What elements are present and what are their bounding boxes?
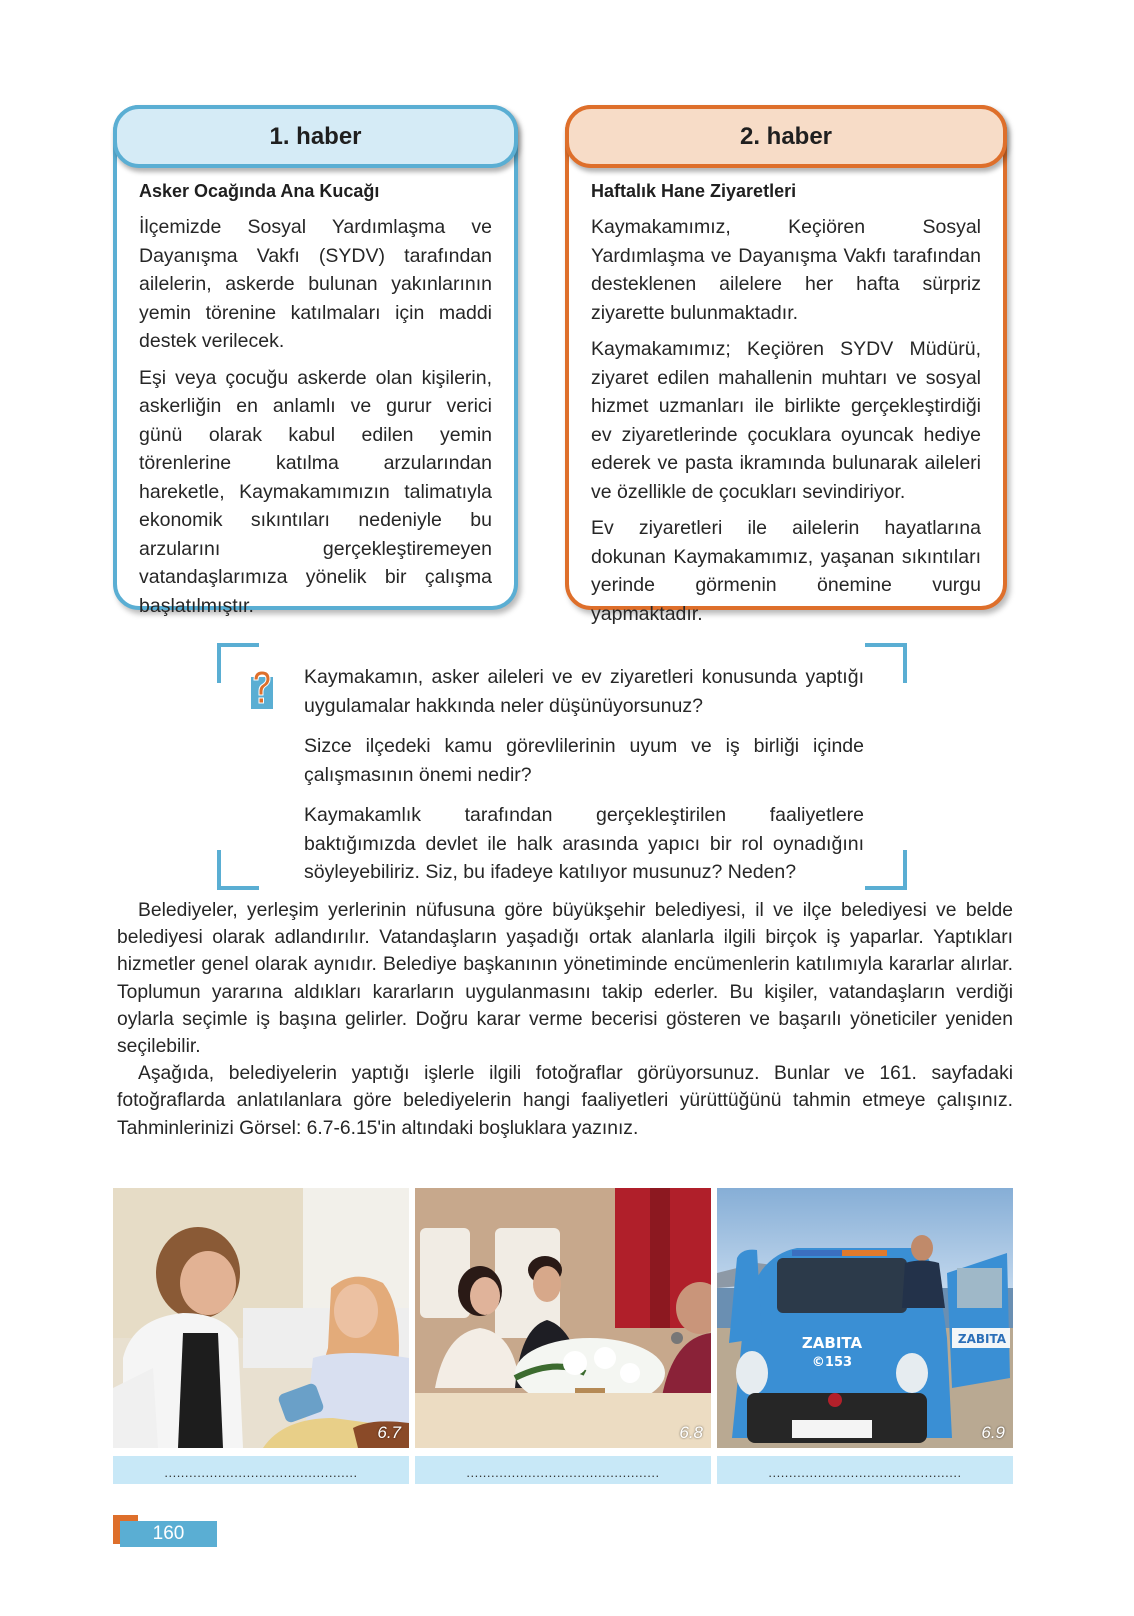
news-box-1	[113, 105, 518, 617]
photo-number: 6.9	[981, 1423, 1005, 1442]
page-number: 160	[120, 1521, 217, 1547]
news-2-paragraph: Kaymakamımız, Keçiören Sosyal Yardımlaşma ve Dayanışma Vakfı tarafından desteklenen ailelere her hafta sürpriz ziyarette bulunmaktadır.	[591, 216, 981, 324]
photo-card	[113, 1188, 409, 1484]
question-mark-icon	[251, 669, 273, 709]
svg-text:©153: ©153	[811, 1355, 853, 1370]
photo-card	[415, 1188, 711, 1484]
question-item: Kaymakamın, asker aileleri ve ev ziyaretleri konusunda yaptığı uygulamalar hakkında neler düşünüyorsunuz?	[304, 666, 864, 717]
question-list	[304, 663, 864, 899]
news-1-paragraph: İlçemizde Sosyal Yardımlaşma ve Dayanışma Vakfı (SYDV) tarafından ailelerin, askerde bulunan yakınlarının yemin törenine katılmaları için maddi destek verilecek.	[139, 216, 492, 352]
news-2-header: 2. haber	[565, 105, 1007, 168]
photo-number: 6.7	[377, 1423, 401, 1442]
frame-corner	[865, 643, 907, 683]
news-1-paragraph: Eşi veya çocuğu askerde olan kişilerin, askerliğin en anlamlı ve gurur verici günü olarak kabul edilen yemin törenlerine katılma arzularından hareketle, Kaymakamımızın talimatıyla ekonomik sıkıntıları nedeniyle bu arzularını gerçekleştiremeyen vatandaşlarımıza yönelik bir çalışma başlatılmıştır.	[139, 366, 492, 617]
frame-corner	[217, 850, 259, 890]
svg-text:ZABITA: ZABITA	[801, 1334, 863, 1352]
news-box-2	[565, 105, 1007, 625]
news-1-body	[139, 181, 492, 628]
discussion-questions	[217, 643, 907, 890]
photo-number: 6.8	[679, 1423, 703, 1442]
answer-field[interactable]: ...............................................	[113, 1456, 409, 1484]
question-item: Sizce ilçedeki kamu görevlilerinin uyum ve iş birliği içinde çalışmasının önemi nedir?	[304, 735, 864, 786]
answer-field[interactable]: ...............................................	[717, 1456, 1013, 1484]
news-2-body	[591, 181, 981, 636]
news-1-header: 1. haber	[113, 105, 518, 168]
question-item: Kaymakamlık tarafından gerçekleştirilen faaliyetlere baktığımızda devlet ile halk arasında yapıcı bir rol oynadığını söyleyebiliriz. Siz, bu ifadeye katılıyor musunuz? Neden?	[304, 804, 864, 883]
photo-health-visit	[113, 1188, 409, 1448]
frame-corner	[865, 850, 907, 890]
answer-field[interactable]: ...............................................	[415, 1456, 711, 1484]
body-paragraph: Belediyeler, yerleşim yerlerinin nüfusuna göre büyükşehir belediyesi, il ve ilçe belediyesi ve belde belediyesi olarak adlandırılır. Vatandaşların yaşadığı ortak alanlarla ilgili birçok iş yaparlar. Yaptıkları hizmetler genel olarak aynıdır. Belediye başkanının yönetiminde encümenlerin katılımıyla kararlar alırlar. Toplumun yararına aldıkları kararların uygulanmasını takip ederler. Bu kişiler, vatandaşların verdiği oylarla seçimle iş başına gelirler. Doğru karar verme becerisi gösteren ve başarılı yöneticiler yeniden seçilebilir.	[117, 900, 1013, 1058]
svg-text:ZABITA: ZABITA	[957, 1332, 1007, 1346]
body-paragraph: Aşağıda, belediyelerin yaptığı işlerle ilgili fotoğraflar görüyorsunuz. Bunlar ve 161. sayfadaki fotoğraflarda anlatılanlara göre belediyelerin hangi faaliyetleri yürüttüğünü tahmin etmeye çalışınız. Tahminlerinizi Görsel: 6.7-6.15'in altındaki boşluklara yazınız.	[117, 1063, 1013, 1139]
news-2-paragraph: Kaymakamımız; Keçiören SYDV Müdürü, ziyaret edilen mahallenin muhtarı ve sosyal hizmet uzmanları ile birlikte gerçekleştirdiği ev ziyaretlerinde çocuklara oyuncak hediye ederek ve pasta ikramında bulunarak aileleri ve özellikle de çocukları sevindiriyor.	[591, 338, 981, 503]
photo-wedding-ceremony	[415, 1188, 711, 1448]
photo-zabita-van	[717, 1188, 1013, 1448]
photo-card	[717, 1188, 1013, 1484]
news-2-paragraph: Ev ziyaretleri ile ailelerin hayatlarına dokunan Kaymakamımız, yaşanan sıkıntıları yerinde görmenin önemine vurgu yapmaktadır.	[591, 517, 981, 625]
news-1-title: Asker Ocağında Ana Kucağı	[139, 181, 380, 201]
photo-row	[113, 1188, 1013, 1480]
news-2-title: Haftalık Hane Ziyaretleri	[591, 181, 797, 201]
body-text	[117, 897, 1013, 1142]
